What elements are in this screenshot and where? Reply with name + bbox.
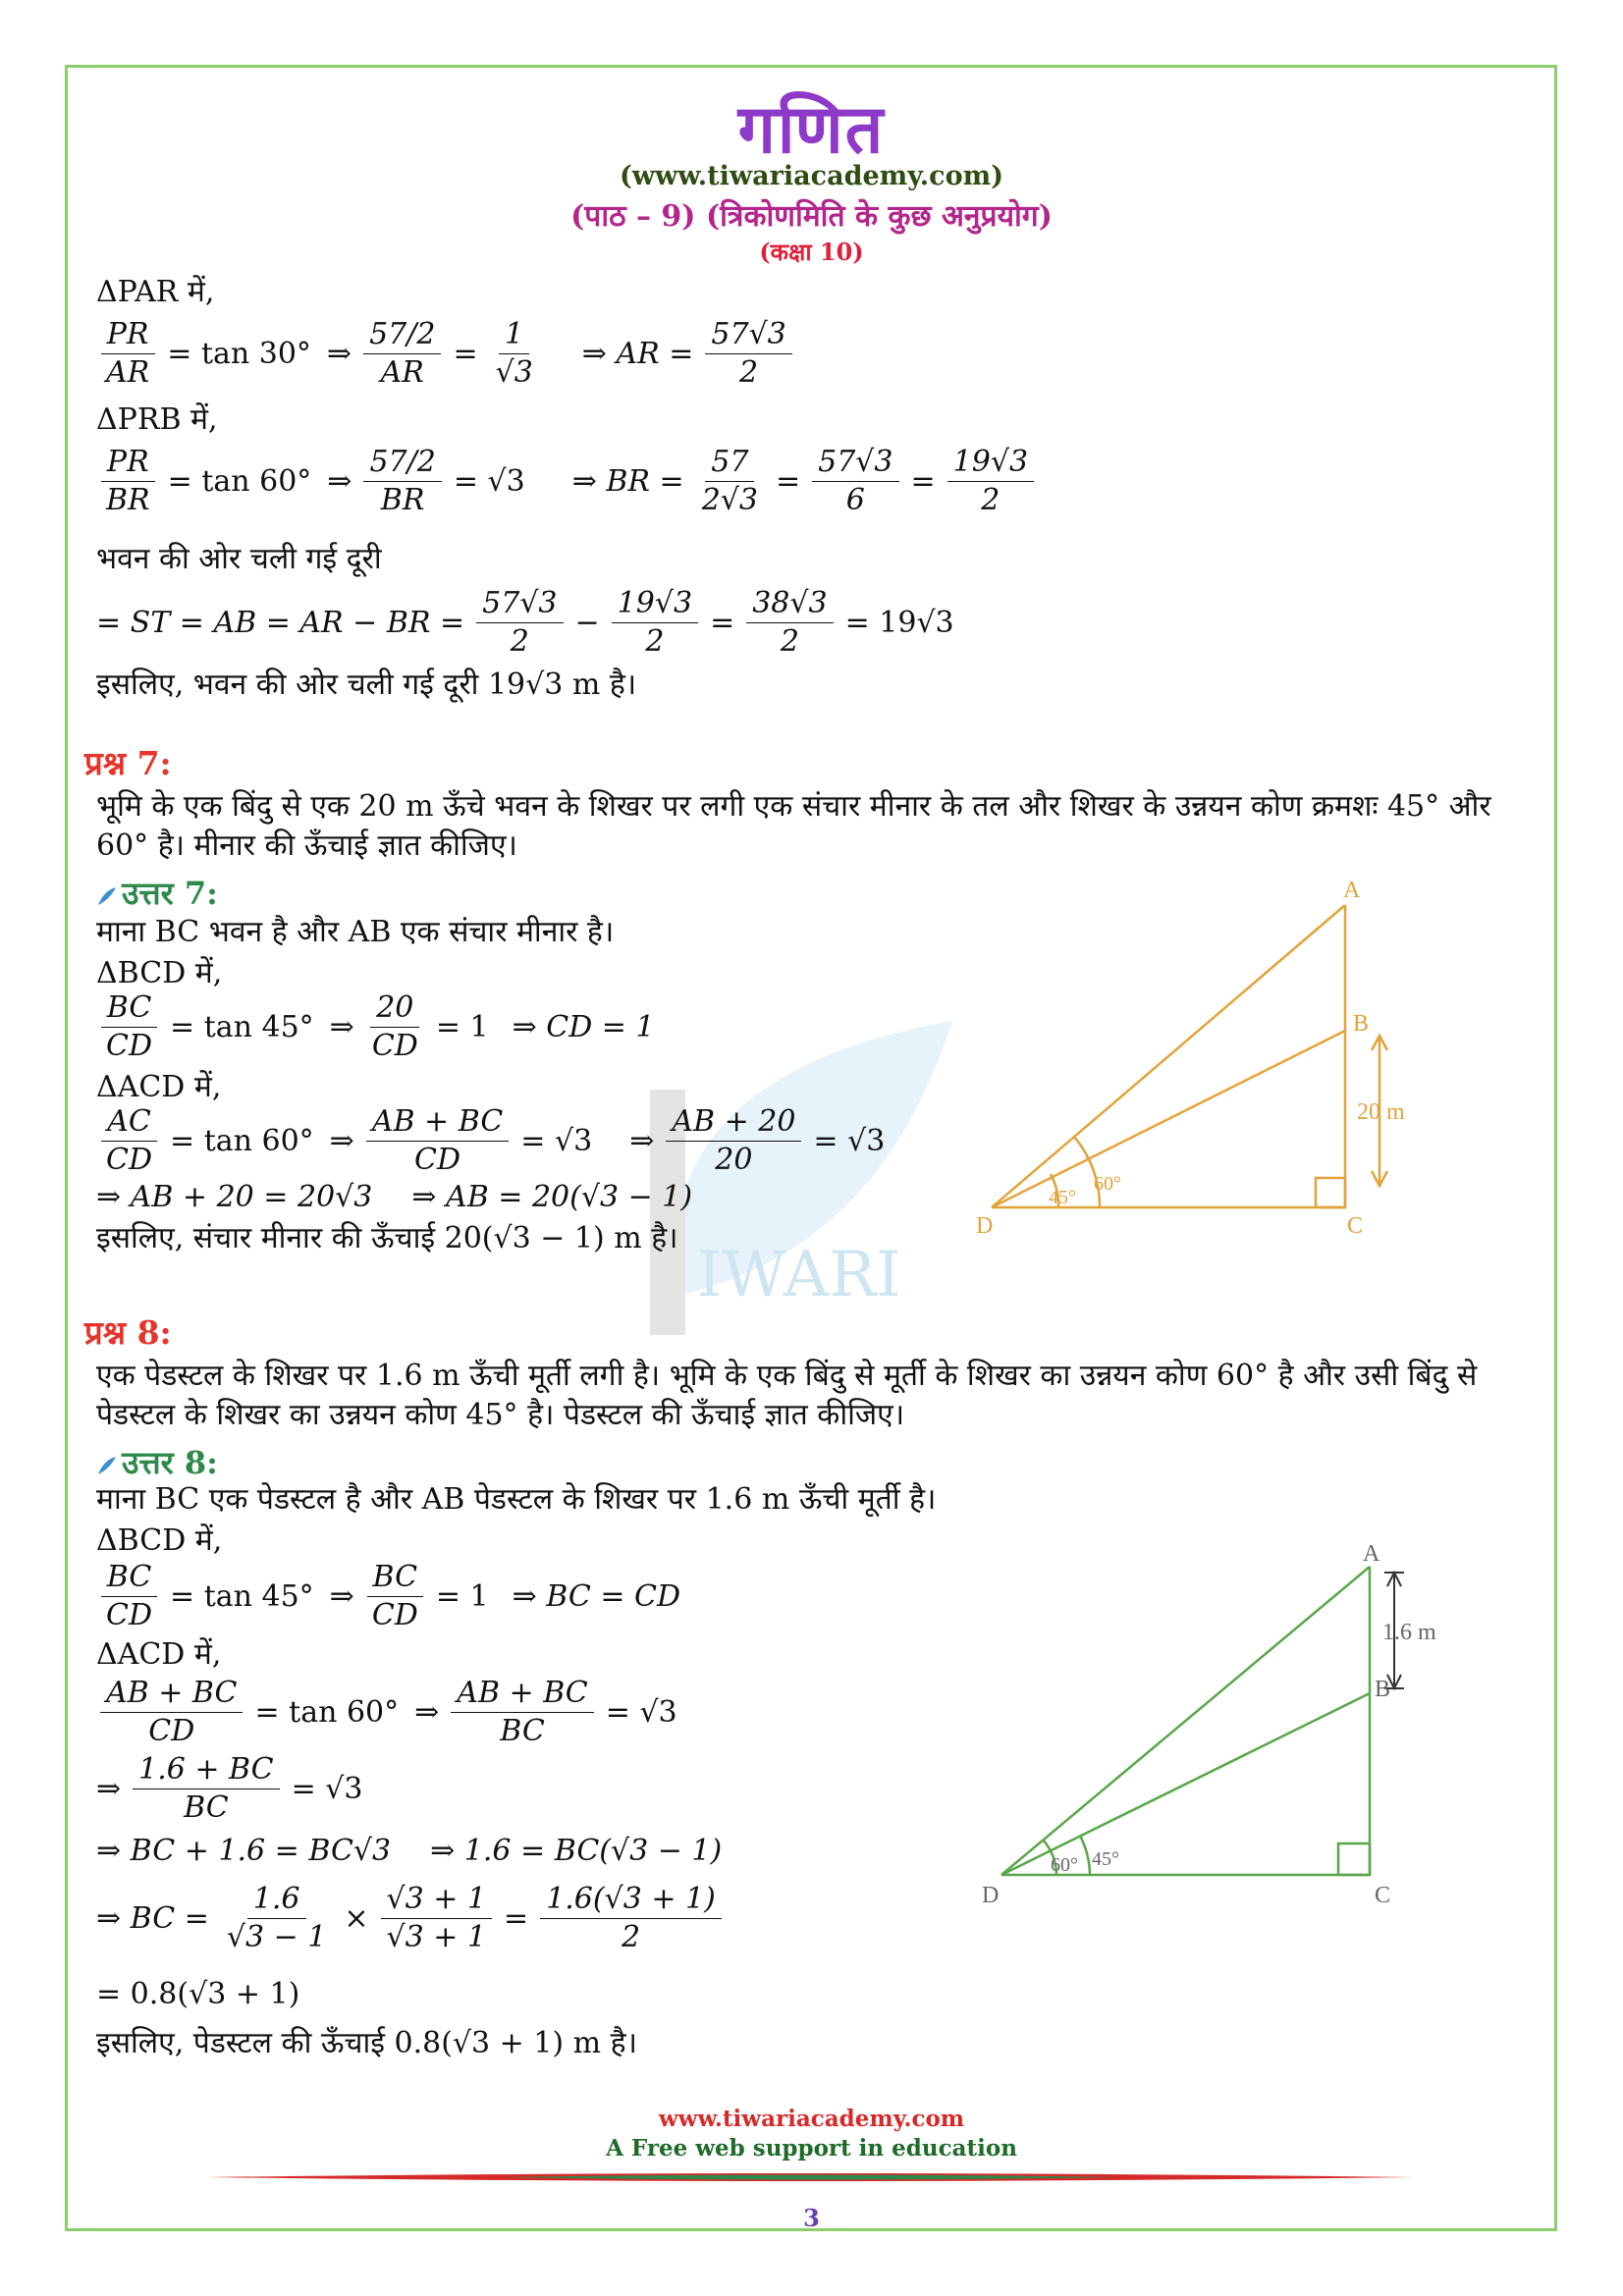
question-7-text-line1: भूमि के एक बिंदु से एक 20 m ऊँचे भवन के शिखर पर लगी एक संचार मीनार के तल और शिखर के उन्नयन कोण क्रमशः 45° और — [96, 789, 1491, 824]
answer-8-label: उत्तर 8: — [96, 1441, 218, 1483]
feather-icon — [96, 1455, 118, 1476]
page-title: गणित — [737, 90, 886, 169]
fig8-label-a: A — [1363, 1541, 1380, 1567]
triangle-acd-label: ΔACD में, — [96, 1070, 222, 1104]
triangle-par-label: ΔPAR में, — [96, 275, 215, 309]
fig8-label-d: D — [982, 1883, 1000, 1908]
fig8-angle-60: 60° — [1051, 1854, 1078, 1876]
question-8-text-line1: एक पेडस्टल के शिखर पर 1.6 m ऊँची मूर्ती लगी है। भूमि के एक बिंदु से मूर्ती के शिखर का उन्नयन कोण 60° है और उसी बिंदु से — [96, 1359, 1478, 1393]
q8-equation-final: = 0.8(√3 + 1) — [96, 1977, 300, 2011]
watermark-text: IWARI — [697, 1239, 901, 1311]
footer-tagline: A Free web support in education — [606, 2135, 1017, 2162]
fig8-label-b: B — [1375, 1677, 1391, 1702]
footer-divider — [206, 2169, 1414, 2185]
answer-8-assumption: माना BC एक पेडस्टल है और AB पेडस्टल के शिखर पर 1.6 m ऊँची मूर्ती है। — [96, 1482, 937, 1517]
fig7-label-c: C — [1347, 1213, 1364, 1237]
equation-prb: $\frac{PR}{BR}$ = tan 60° ⇒ $\frac{57/2}{BR}$ = √3 ⇒ BR = $\frac{57}{2√3}$ = $\frac{57√3}{6}$ = $\frac{19√3}{2}$ — [96, 444, 1038, 519]
page-number: 3 — [803, 2204, 820, 2232]
q7-equation-result: ⇒ AB + 20 = 20√3 ⇒ AB = 20(√3 − 1) — [96, 1180, 693, 1214]
fig7-label-b: B — [1353, 1011, 1370, 1037]
q7-conclusion: इसलिए, संचार मीनार की ऊँचाई 20(√3 − 1) m है। — [96, 1221, 678, 1255]
q8-conclusion: इसलिए, पेडस्टल की ऊँचाई 0.8(√3 + 1) m है। — [96, 2026, 637, 2060]
fig8-height-label: 1.6 m — [1382, 1620, 1436, 1645]
fig7-label-a: A — [1343, 878, 1361, 903]
answer-7-label: उत्तर 7: — [96, 872, 218, 914]
question-7-label: प्रश्न 7: — [84, 744, 172, 782]
question-8-text-line2: पेडस्टल के शिखर का उन्नयन कोण 45° है। पेडस्टल की ऊँचाई ज्ञात कीजिए। — [96, 1398, 905, 1432]
q8-triangle-acd-label: ΔACD में, — [96, 1637, 222, 1672]
class-label: (कक्षा 10) — [759, 238, 864, 266]
equation-par: $\frac{PR}{AR}$ = tan 30° ⇒ $\frac{57/2}{AR}$ = $\frac{1}{√3}$ ⇒ AR = $\frac{57√3}{2}$ — [96, 316, 796, 392]
part1-conclusion: इसलिए, भवन की ओर चली गई दूरी 19√3 m है। — [96, 667, 637, 702]
chapter-title: (पाठ – 9) (त्रिकोणमिति के कुछ अनुप्रयोग) — [570, 199, 1053, 234]
equation-distance: = ST = AB = AR − BR = $\frac{57√3}{2}$ − $\frac{19√3}{2}$ = $\frac{38√3}{2}$ = 19√3 — [96, 586, 954, 659]
q8-equation-linear: ⇒ BC + 1.6 = BC√3 ⇒ 1.6 = BC(√3 − 1) — [96, 1834, 723, 1868]
answer-7-assumption: माना BC भवन है और AB एक संचार मीनार है। — [96, 915, 615, 949]
distance-label: भवन की ओर चली गई दूरी — [96, 542, 382, 576]
fig7-height-label: 20 m — [1357, 1099, 1405, 1125]
q8-triangle-bcd-label: ΔBCD में, — [96, 1523, 223, 1558]
fig7-angle-60: 60° — [1094, 1173, 1121, 1195]
question-7-text-line2: 60° है। मीनार की ऊँचाई ज्ञात कीजिए। — [96, 828, 517, 863]
triangle-prb-label: ΔPRB में, — [96, 402, 218, 437]
figure-q8-triangle — [972, 1531, 1453, 1914]
q8-equation-step: ⇒ $\frac{1.6 + BC}{BC}$ = √3 — [96, 1752, 363, 1825]
q8-equation-acd: $\frac{AB + BC}{CD}$ = tan 60° ⇒ $\frac{AB + BC}{BC}$ = √3 — [96, 1675, 685, 1750]
fig7-angle-45: 45° — [1049, 1187, 1076, 1208]
q7-equation-acd: $\frac{AC}{CD}$ = tan 60° ⇒ $\frac{AB + BC}{CD}$ = √3 ⇒ $\frac{AB + 20}{20}$ = √3 — [96, 1103, 893, 1179]
q8-equation-bcd: $\frac{BC}{CD}$ = tan 45° ⇒ $\frac{BC}{CD}$ = 1 ⇒ BC = CD — [96, 1559, 688, 1634]
fig8-label-c: C — [1375, 1883, 1391, 1908]
footer-site: www.tiwariacademy.com — [658, 2106, 965, 2132]
figure-q7-triangle — [972, 874, 1434, 1237]
header-site: (www.tiwariacademy.com) — [620, 161, 1003, 191]
question-8-label: प्रश्न 8: — [84, 1313, 172, 1352]
q7-equation-bcd: $\frac{BC}{CD}$ = tan 45° ⇒ $\frac{20}{CD}$ = 1 ⇒ CD = 1 — [96, 989, 663, 1065]
fig7-label-d: D — [976, 1213, 994, 1237]
triangle-bcd-label: ΔBCD में, — [96, 956, 223, 990]
q8-equation-rationalize: ⇒ BC = $\frac{1.6}{√3 - 1}$ × $\frac{√3 + 1}{√3 + 1}$ = $\frac{1.6(√3 + 1)}{2}$ — [96, 1881, 726, 1956]
feather-icon — [96, 885, 118, 907]
fig8-angle-45: 45° — [1092, 1848, 1119, 1870]
